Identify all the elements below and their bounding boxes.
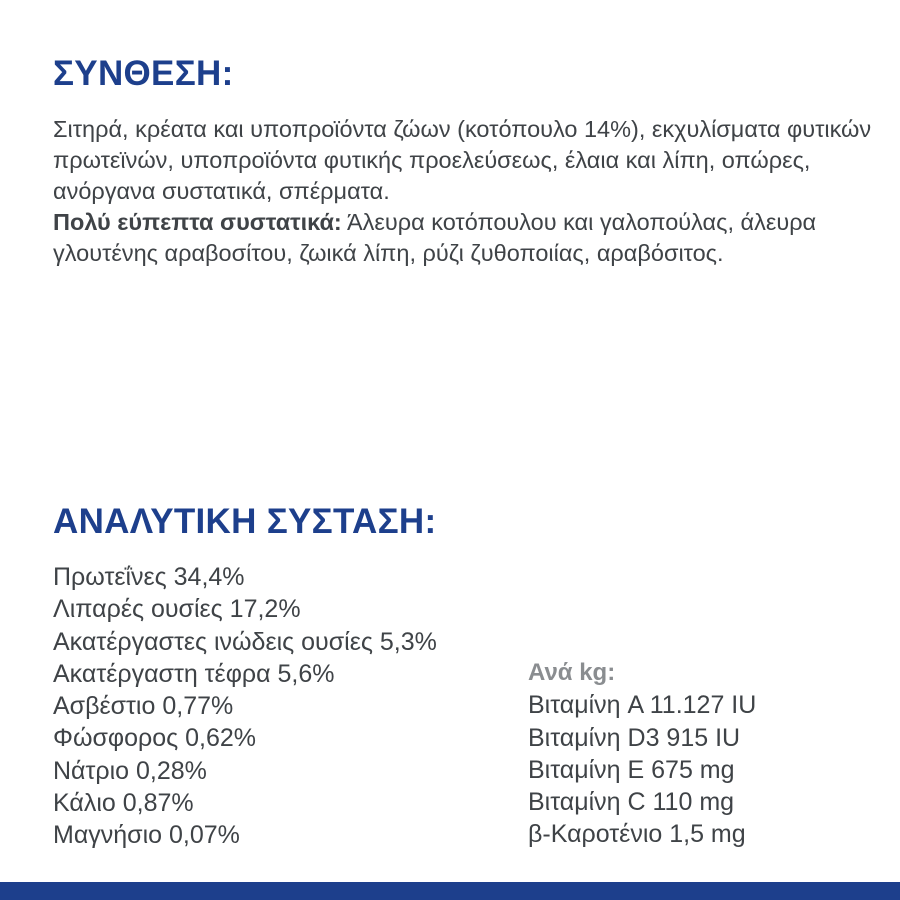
analysis-list — [53, 561, 533, 852]
analysis-item-phosphorus: Φώσφορος 0,62% — [53, 724, 257, 753]
composition-section — [53, 114, 883, 269]
vitamin-e: Βιταμίνη E 675 mg — [528, 755, 735, 784]
analysis-item-sodium: Νάτριο 0,28% — [53, 756, 207, 785]
composition-title: ΣΥΝΘΕΣΗ: — [53, 54, 234, 93]
vitamins-list — [528, 657, 868, 851]
analysis-item-calcium: Ασβέστιο 0,77% — [53, 692, 234, 721]
vitamin-a: Βιταμίνη A 11.127 IU — [528, 691, 757, 720]
analysis-item-potassium: Κάλιο 0,87% — [53, 789, 194, 818]
analysis-item-fibre: Ακατέργαστες ινώδεις ουσίες 5,3% — [53, 627, 437, 656]
beta-carotene: β-Καροτένιο 1,5 mg — [528, 820, 746, 849]
palatable-ingredients — [53, 207, 883, 269]
vitamin-d3: Βιταμίνη D3 915 IU — [528, 723, 741, 752]
palatable-text: Άλευρα κοτόπουλου και γαλοπούλας, άλευρα γλουτένης αραβοσίτου, ζωικά λίπη, ρύζι ζυθοποιίας, αραβόσιτος. — [53, 209, 817, 266]
analysis-item-magnesium: Μαγνήσιο 0,07% — [53, 821, 240, 850]
bottom-bar — [0, 882, 900, 900]
composition-ingredients: Σιτηρά, κρέατα και υποπροϊόντα ζώων (κοτόπουλο 14%), εκχυλίσματα φυτικών πρωτεϊνών, υποπροϊόντα φυτικής προελεύσεως, έλαια και λίπη, οπώρες, ανόργανα συστατικά, σπέρματα. — [53, 116, 872, 204]
composition-text — [53, 114, 883, 207]
analysis-item-ash: Ακατέργαστη τέφρα 5,6% — [53, 659, 335, 688]
analysis-item-protein: Πρωτεΐνες 34,4% — [53, 563, 245, 591]
analysis-title: ΑΝΑΛΥΤΙΚΗ ΣΥΣΤΑΣΗ: — [53, 502, 437, 541]
vitamins-title: Ανά kg: — [528, 659, 616, 686]
palatable-label: Πολύ εύπεπτα συστατικά: — [53, 209, 342, 235]
analysis-item-fat: Λιπαρές ουσίες 17,2% — [53, 595, 301, 624]
vitamin-c: Βιταμίνη C 110 mg — [528, 788, 735, 817]
